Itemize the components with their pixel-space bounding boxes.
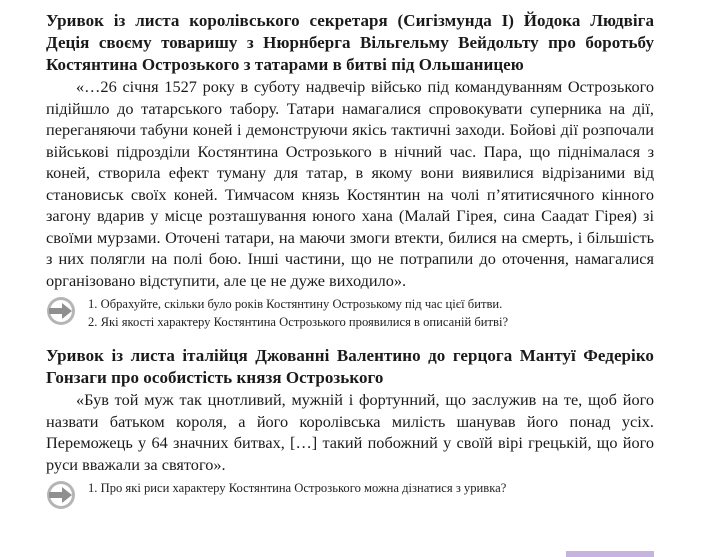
excerpt-section-valentino (46, 345, 654, 497)
arrow-right-circle-icon (46, 296, 76, 326)
question-item: 2. Які якості характеру Костянтина Острозького проявилися в описаній битві? (88, 315, 509, 329)
page-edge-tab (566, 551, 654, 557)
question-item: 1. Про які риси характеру Костянтина Острозького можна дізнатися з уривка? (88, 481, 507, 495)
excerpt-section-decius (46, 10, 654, 331)
document-page (46, 10, 654, 497)
section-title: Уривок із листа італійця Джованні Валентино до герцога Мантуї Федеріко Гонзаги про особистість князя Острозького (46, 346, 654, 387)
quote-text: «Був той муж так цнотливий, мужній і фортунний, що заслужив на те, щоб його назвати батьком короля, а його королівська милість шанував його понад усіх. Переможець у 64 значних битвах, […] такий побожний у своїй вірі грецькій, що його руси вважали за святого». (46, 390, 654, 474)
questions-block (46, 479, 654, 497)
questions-block (46, 295, 654, 331)
question-item: 1. Обрахуйте, скільки було років Костянтину Острозькому під час цієї битви. (88, 297, 503, 311)
arrow-right-circle-icon (46, 480, 76, 510)
quote-text: «…26 січня 1527 року в суботу надвечір військо під командуванням Острозького підійшло до татарського табору. Татари намагалися спровокувати суперника на дії, переганяючи табуни коней і демонструючи якісь тактичні заходи. Бойові дії розпочали військові підрозділи Костянтина Острозького в нічний час. Пара, що піднімалася з коней, створила ефект туману для татар, в якому вони виявилися відрізаними від становиськ своїх коней. Тимчасом князь Костянтин на чолі п’ятитисячного кінного загону вдарив у місце розташування юного хана (Малай Гірея, сина Саадат Гірея) зі своїми мурзами. Оточені татари, на маючи змоги втекти, билися на смерть, і більшість з них полягли на полі бою. Інші частини, що не потрапили до оточення, намагалися організовано відступити, але це не дуже виходило». (46, 77, 654, 290)
section-title: Уривок із листа королівського секретаря (Сигізмунда І) Йодока Людвіга Деція своєму товаришу з Нюрнберга Вільгельму Вейдольту про боротьбу Костянтина Острозького з татарами в битві під Ольшаницею (46, 11, 654, 74)
